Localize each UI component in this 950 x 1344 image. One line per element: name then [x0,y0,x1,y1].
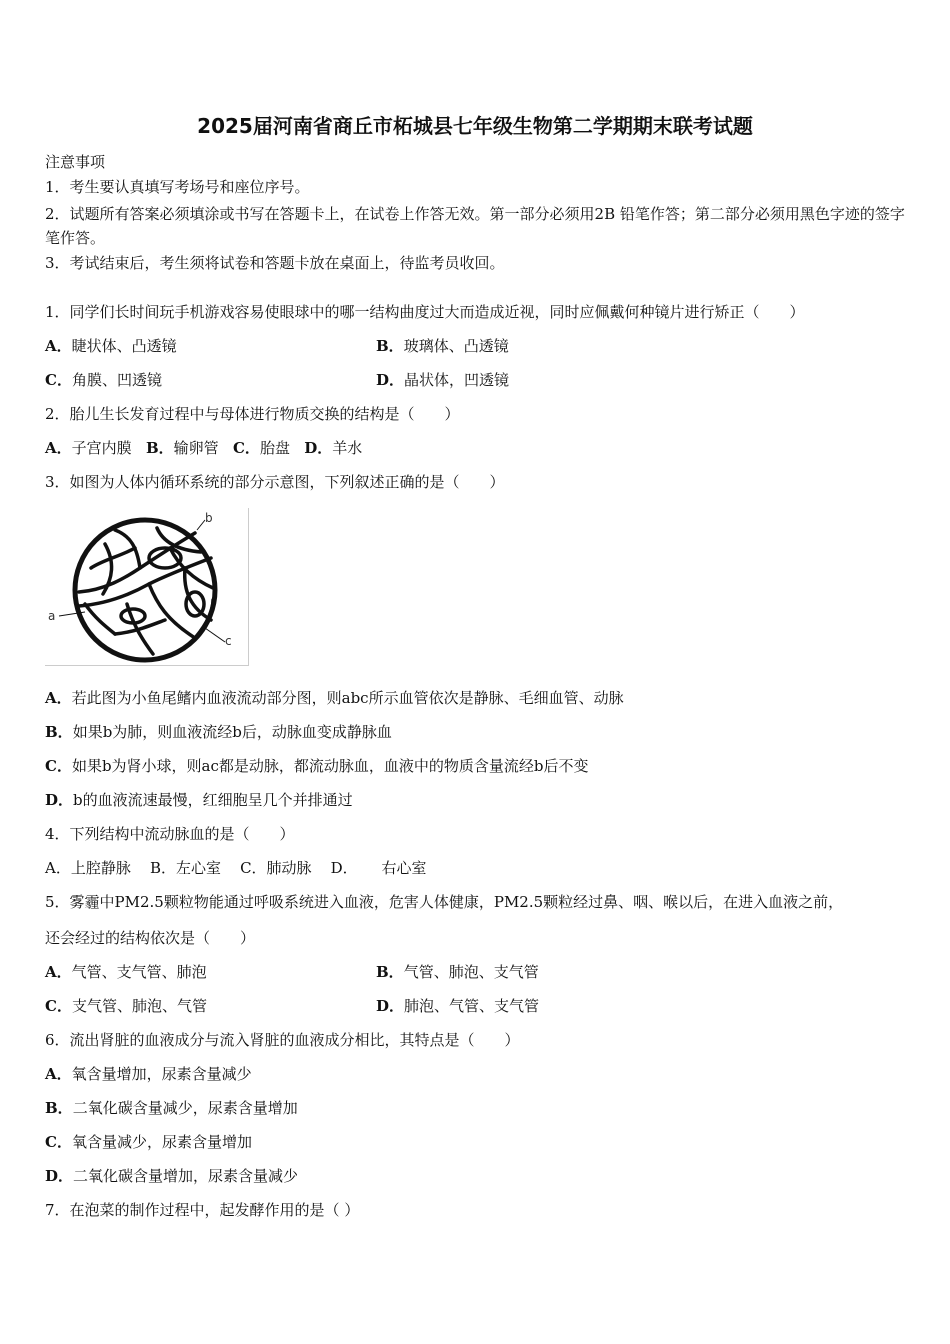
option-text: 角膜、凹透镜 [71,371,162,389]
question-4-stem: 4．下列结构中流动脉血的是（ ） [45,825,295,843]
option-letter: C． [232,439,260,457]
option-text: 右心室 [381,859,427,877]
option-text: 氧含量减少，尿素含量增加 [71,1133,252,1151]
question-5-option-c [45,996,207,1016]
notice-item-2: 2．试题所有答案必须填涂或书写在答题卡上，在试卷上作答无效。第一部分必须用2B 铅笔作答；第二部分必须用黑色字迹的签字笔作答。 [45,205,905,247]
option-text: 肺泡、气管、支气管 [404,997,540,1015]
question-5-option-a [45,962,207,982]
option-text: 二氧化碳含量增加，尿素含量减少 [73,1167,299,1185]
question-6-option-d [45,1166,298,1186]
question-2-options [45,438,362,458]
label-c: c [225,634,232,648]
question-3-option-d [45,790,353,810]
label-b-leader [197,520,205,530]
option-text: 上腔静脉 [70,859,131,877]
question-3-option-a [45,688,624,708]
option-text: 氧含量增加，尿素含量减少 [71,1065,252,1083]
option-letter: A． [45,963,72,981]
option-letter: D． [330,859,358,877]
option-text: 二氧化碳含量减少，尿素含量增加 [72,1099,298,1117]
question-5-option-d [376,996,539,1016]
option-text: 如果b为肾小球，则ac都是动脉，都流动脉血，血液中的物质含量流经b后不变 [71,757,589,775]
option-text: 气管、肺泡、支气管 [403,963,539,981]
option-letter: D． [304,439,333,457]
page-title: 2025届河南省商丘市柘城县七年级生物第二学期期末联考试题 [197,114,753,138]
option-text: b的血液流速最慢，红细胞呈几个并排通过 [73,791,353,809]
option-letter: D． [376,997,405,1015]
option-letter: A． [45,439,72,457]
option-text: 羊水 [332,439,363,457]
option-letter: B． [376,337,404,355]
question-1-option-d [376,370,509,390]
question-6-option-b [45,1098,298,1118]
option-text: 睫状体、凸透镜 [71,337,177,355]
question-5-stem: 5．雾霾中PM2.5颗粒物能通过呼吸系统进入血液，危害人体健康，PM2.5颗粒经过鼻、咽、喉以后，在进入血液之前， [45,893,844,911]
option-letter: B． [376,963,404,981]
option-text: 晶状体，凹透镜 [404,371,510,389]
option-letter: A． [45,337,72,355]
option-letter: B． [149,859,176,877]
question-5-stem-continued: 还会经过的结构依次是（ ） [45,929,256,947]
option-letter: C． [45,1133,72,1151]
notice-item-3: 3．考试结束后，考生须将试卷和答题卡放在桌面上，待监考员收回。 [45,254,505,272]
option-text: 若此图为小鱼尾鳍内血液流动部分图，则abc所示血管依次是静脉、毛细血管、动脉 [71,689,624,707]
question-1-option-b [376,336,509,356]
option-text: 胎盘 [259,439,290,457]
label-c-leader [205,628,225,642]
notice-item-1: 1．考生要认真填写考场号和座位序号。 [45,178,310,196]
question-5-option-b [376,962,539,982]
option-letter: B． [45,723,73,741]
question-6-option-c [45,1132,252,1152]
option-letter: D． [45,791,74,809]
question-3-stem: 3．如图为人体内循环系统的部分示意图，下列叙述正确的是（ ） [45,473,505,491]
question-6-option-a [45,1064,252,1084]
option-text: 输卵管 [173,439,219,457]
question-1-stem: 1．同学们长时间玩手机游戏容易使眼球中的哪一结构曲度过大而造成近视，同时应佩戴何种镜片进行矫正（ ） [45,303,805,321]
option-text: 玻璃体、凸透镜 [403,337,509,355]
option-letter: A． [45,1065,72,1083]
option-letter: D． [45,1167,74,1185]
question-2-stem: 2．胎儿生长发育过程中与母体进行物质交换的结构是（ ） [45,405,460,423]
option-text: 支气管、肺泡、气管 [71,997,207,1015]
option-letter: C． [45,997,72,1015]
circulation-diagram-svg [45,508,248,665]
option-text: 气管、支气管、肺泡 [71,963,207,981]
circulation-diagram [45,508,249,666]
option-text: 子宫内膜 [71,439,132,457]
option-text: 左心室 [175,859,221,877]
question-4-options [45,858,427,878]
question-1-option-c [45,370,162,390]
option-text: 肺动脉 [266,859,312,877]
option-letter: A． [45,689,72,707]
question-3-option-c [45,756,589,776]
option-letter: B． [145,439,174,457]
option-letter: C． [45,757,72,775]
option-letter: C． [240,859,267,877]
option-letter: A． [45,859,71,877]
label-b: b [205,511,213,525]
question-1-option-a [45,336,177,356]
question-3-option-b [45,722,392,742]
option-letter: B． [45,1099,73,1117]
option-letter: D． [376,371,405,389]
question-7-stem: 7．在泡菜的制作过程中，起发酵作用的是（ ） [45,1201,360,1219]
question-6-stem: 6．流出肾脏的血液成分与流入肾脏的血液成分相比，其特点是（ ） [45,1031,520,1049]
option-text: 如果b为肺，则血液流经b后，动脉血变成静脉血 [72,723,392,741]
option-letter: C． [45,371,72,389]
notice-heading: 注意事项 [45,153,106,171]
label-a: a [48,609,56,623]
